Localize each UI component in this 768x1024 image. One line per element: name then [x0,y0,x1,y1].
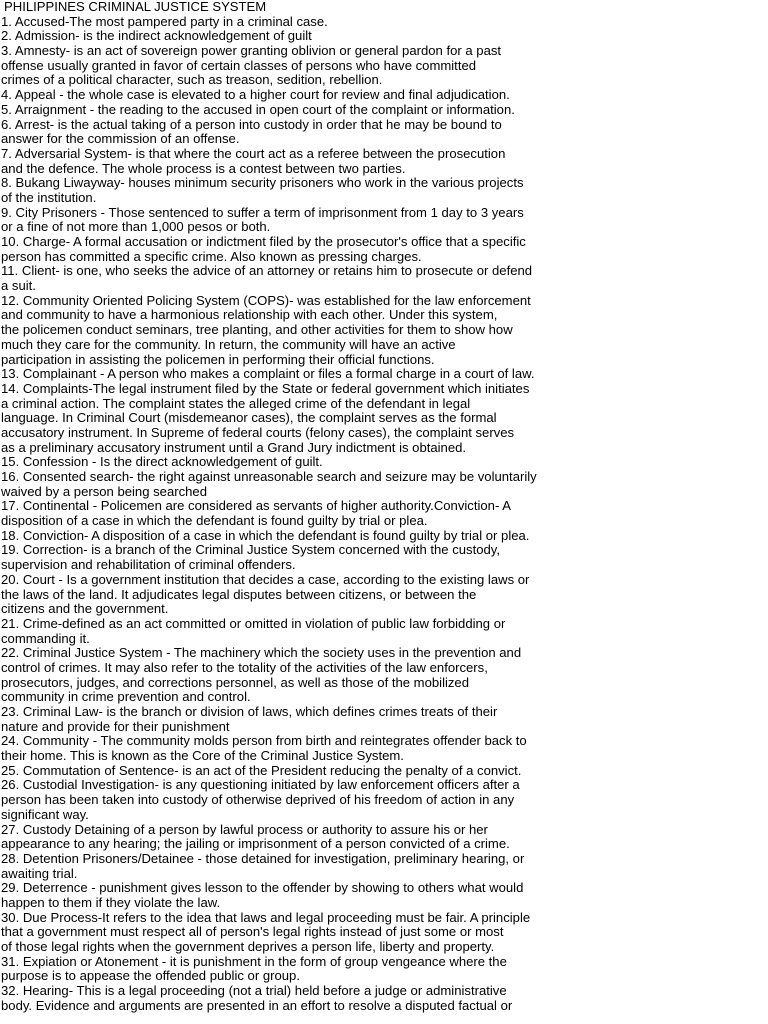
document-line: 5. Arraignment - the reading to the accused in open court of the complaint or information. [1,101,515,117]
document-line: 30. Due Process-It refers to the idea that laws and legal proceeding must be fair. A principle [1,909,531,925]
document-line: person has committed a specific crime. Also known as pressing charges. [1,248,422,264]
document-line: the laws of the land. It adjudicates legal disputes between citizens, or between the [1,586,477,602]
document-line: 8. Bukang Liwayway- houses minimum security prisoners who work in the various projects [1,175,524,191]
document-line: purpose is to appease the offended public or group. [1,968,300,984]
document-line: 9. City Prisoners - Those sentenced to suffer a term of imprisonment from 1 day to 3 years [1,204,524,220]
document-line: 28. Detention Prisoners/Detainee - those detained for investigation, preliminary hearing, or [1,850,525,866]
document-line: as a preliminary accusatory instrument until a Grand Jury indictment is obtained. [1,439,467,455]
document-line: a suit. [1,278,36,294]
document-line: nature and provide for their punishment [1,718,230,734]
document-line: significant way. [1,806,89,822]
document-line: 25. Commutation of Sentence- is an act of the President reducing the penalty of a convict. [1,762,522,778]
document-line: 14. Complaints-The legal instrument filed by the State or federal government which initiates [1,380,530,396]
document-line: 17. Continental - Policemen are considered as servants of higher authority.Conviction- A [1,498,511,514]
document-line: control of crimes. It may also refer to the totality of the activities of the law enforcers, [1,659,488,675]
document-line: happen to them if they violate the law. [1,894,221,910]
document-line: accusatory instrument. In Supreme of federal courts (felony cases), the complaint serves [1,424,515,440]
document-line: waived by a person being searched [1,483,207,499]
document-line: 7. Adversarial System- is that where the court act as a referee between the prosecution [1,145,506,161]
document-line: 22. Criminal Justice System - The machinery which the society uses in the prevention and [1,645,522,661]
document-line: 19. Correction- is a branch of the Criminal Justice System concerned with the custody, [1,542,500,558]
document-line: 3. Amnesty- is an act of sovereign power granting oblivion or general pardon for a past [1,43,502,59]
document-line: 2. Admission- is the indirect acknowledgement of guilt [1,28,312,44]
document-line: of those legal rights when the government deprives a person life, liberty and property. [1,939,495,954]
document-line: 4. Appeal - the whole case is elevated to a higher court for review and final adjudication. [1,87,510,103]
document-line: and community to have a harmonious relationship with each other. Under this system, [1,307,498,323]
document-line: of the institution. [1,189,97,205]
document-line: 27. Custody Detaining of a person by lawful process or authority to assure his or her [1,821,488,837]
document-line: community in crime prevention and control. [1,689,251,705]
document-line: 23. Criminal Law- is the branch or division of laws, which defines crimes treats of their [1,704,498,719]
document-line: and the defence. The whole process is a contest between two parties. [1,160,406,176]
document-line: 21. Crime-defined as an act committed or omitted in violation of public law forbidding or [1,615,506,631]
document-line: 20. Court - Is a government institution that decides a case, according to the existing laws or [1,571,530,587]
document-line: crimes of a political character, such as treason, sedition, rebellion. [1,72,383,88]
document-line: commanding it. [1,630,90,646]
document-line: supervision and rehabilitation of criminal offenders. [1,557,296,573]
document-line: language. In Criminal Court (misdemeanor cases), the complaint serves as the formal [1,410,497,426]
document-line: 29. Deterrence - punishment gives lesson to the offender by showing to others what would [1,880,524,896]
document-line: that a government must respect all of person's legal rights instead of just some or most [1,924,504,940]
document-line: 18. Conviction- A disposition of a case in which the defendant is found guilty by trial or plea. [1,527,530,543]
document-line: the policemen conduct seminars, tree planting, and other activities for them to show how [1,322,513,338]
document-line: person has been taken into custody of otherwise deprived of his freedom of action in any [1,792,515,808]
document-line: or a fine of not more than 1,000 pesos or both. [1,219,271,235]
document-body [0,15,768,1014]
document-line: prosecutors, judges, and corrections personnel, as well as those of the mobilized [1,674,469,690]
document-line: 12. Community Oriented Policing System (COPS)- was established for the law enforcement [1,292,531,308]
document-line: 31. Expiation or Atonement - it is punishment in the form of group vengeance where the [1,953,507,969]
document-line: their home. This is known as the Core of the Criminal Justice System. [1,748,404,764]
document-line: body. Evidence and arguments are presented in an effort to resolve a disputed factual or [1,997,513,1013]
document-line: appearance to any hearing; the jailing or imprisonment of a person convicted of a crime. [1,836,510,852]
document-line: awaiting trial. [1,865,78,881]
document-line: 11. Client- is one, who seeks the advice of an attorney or retains him to prosecute or defend [1,263,533,279]
document-line: participation in assisting the policemen in performing their official functions. [1,351,435,367]
document-line: much they care for the community. In return, the community will have an active [1,336,456,352]
document-line: 16. Consented search- the right against unreasonable search and seizure may be voluntarily [1,469,537,484]
document-line: 1. Accused-The most pampered party in a criminal case. [1,13,328,29]
document-line: offense usually granted in favor of certain classes of persons who have committed [1,57,477,73]
document-line: 10. Charge- A formal accusation or indictment filed by the prosecutor's office that a specific [1,234,526,249]
document-line: 15. Confession - Is the direct acknowledgement of guilt. [1,454,323,470]
document-line: a criminal action. The complaint states the alleged crime of the defendant in legal [1,395,471,411]
document-line: 24. Community - The community molds person from birth and reintegrates offender back to [1,733,527,749]
document-line: 32. Hearing- This is a legal proceeding (not a trial) held before a judge or administrative [1,983,507,999]
document-line: disposition of a case in which the defendant is found guilty by trial or plea. [1,513,428,529]
document-title: PHILIPPINES CRIMINAL JUSTICE SYSTEM [4,0,267,14]
document-line: 6. Arrest- is the actual taking of a person into custody in order that he may be bound to [1,116,502,132]
document-line: answer for the commission of an offense. [1,131,240,147]
document-line: 26. Custodial Investigation- is any questioning initiated by law enforcement officers after a [1,777,520,793]
document-line: 13. Complainant - A person who makes a complaint or files a formal charge in a court of law. [1,366,535,382]
document-line: citizens and the government. [1,601,169,617]
